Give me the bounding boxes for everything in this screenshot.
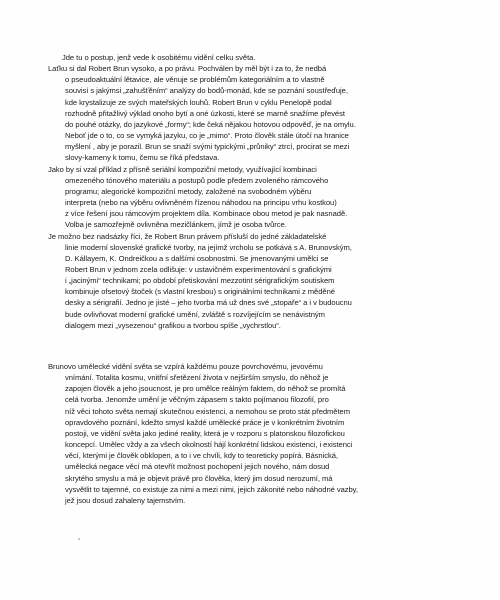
text-line: věcí, kterými je člověk obklopen, a to i ve chvíli, kdy to teoreticky popírá. Básnická,: [65, 451, 338, 461]
paragraph-start-line: Je možno bez nadsázky říci, že Robert Brun právem přísluší do jedné základatelské: [48, 231, 327, 241]
text-line: Neboť jde o to, co se vymyká jazyku, co je „mimo“. Proto člověk stále útočí na hranice: [65, 131, 349, 141]
text-section-1: [48, 52, 436, 331]
text-line: desky a sérigrafií. Jedno je jisté – jeho tvorba má už dnes své „stopaře“ a i v budoucnu: [65, 298, 352, 308]
text-line: D. Kállayem, K. Ondreičkou a s dalšími osobnostmi. Se jmenovanými umělci se: [65, 253, 329, 263]
text-line: bude ovlivňovat moderní grafické umění, zvláště s rozvíjejícím se nenávistným: [65, 309, 325, 319]
text-line: linie moderní slovenské grafické tvorby, na jejímž vrcholu se potkává s A. Brunovským,: [65, 242, 352, 252]
text-line: i „jacinými“ technikami; po období přetiskování mezzotint sérigrafickým soutiskem: [65, 276, 335, 286]
text-line: kombinuje ofsetový štoček (s vlastní kresbou) s originálními technikami z měděné: [65, 287, 335, 297]
text-line: souvisí s jakýmsi „zahušťěním“ analýzy do bodů-monád, kde se poznání soustřeďuje,: [65, 86, 348, 96]
text-line: opravdového poznání, kdežto smysl každé umělecké práce je v konkrétním životním: [65, 417, 345, 427]
text-line: skrytého smyslu a má je objevit právě pro člověka, který jim dosud nerozumí, má: [65, 473, 333, 483]
text-line: vysvětlit to tajemné, co existuje za nimi a mezi nimi, jejich zákonité nebo náhodné vazby,: [65, 484, 358, 494]
text-line: postoji, ve vidění světa jako jediné reality, která je v rozporu s platonskou filozofickou: [65, 428, 345, 438]
text-line: slovy-kameny k tomu, čemu se říká představa.: [65, 153, 220, 163]
text-line: omezeného tónového materiálu a postupů podle předem zvoleného rámcového: [65, 175, 329, 185]
text-line: vnímání. Totalita kosmu, vnitřní sřetězení života v nejširším smyslu, do něhož je: [65, 373, 329, 383]
page-speck-mark: [78, 538, 80, 540]
text-line: Volba je samozřejmě ovlivněna mezičlánkem, jímž je osoba tvůrce.: [65, 220, 287, 230]
text-line: kde krystalizuje ze svých mateřských louhů. Robert Brun v cyklu Penelopě podal: [65, 97, 332, 107]
paragraph-start-line: Laťku si dal Robert Brun vysoko, a po právu. Pochválen by měl být i za to, že nedbá: [48, 64, 327, 74]
text-line: umělecká negace věcí má otevřít možnost pochopení jejich nového, nám dosud: [65, 462, 330, 472]
text-line: myšlení , aby je porazil. Brun se snaží svými typickými „průniky“ ztrcí, procirat se mezi: [65, 142, 350, 152]
text-section-2: [48, 361, 436, 506]
paragraph-start-line: Jako by si vzal příklad z přísně seriální kompoziční metody, využívající kombinaci: [48, 164, 317, 174]
text-line: jež jsou dosud zahaleny tajemstvím.: [65, 495, 186, 505]
paragraph-start-line: Brunovo umělecké vidění světa se vzpírá každému pouze povrchovému, jevovému: [48, 362, 323, 371]
text-line: níž věci tohoto světa nemají skutečnou existenci, a nemohou se proto stát předmětem: [65, 406, 350, 416]
text-line: z více řešení jsou rámcovým projektem díla. Kombinace obou metod je pak nasnadě.: [65, 209, 348, 219]
text-line: rozhodně přitažlivý výklad onoho bytí a oné úzkosti, které se marně snažíme převést: [65, 108, 345, 118]
text-line: celá tvorba. Jenomže umění je věčným zápasem s takto pojímanou filozofií, pro: [65, 395, 329, 405]
text-line: interpreta (nebo na výběru ovlivněném řízenou náhodou na principu vrhu kostkou): [65, 198, 337, 208]
text-line: zapojen člověk a jeho jsoucnost, je pro umělce reálným faktem, do něhož se promítá: [65, 384, 346, 394]
text-line: dialogem mezi „vysezenou“ grafikou a tvorbou spíše „vychrstlou“.: [65, 320, 281, 330]
text-line: Robert Brun v jednom zcela odlišuje: v ustavičném experimentování s grafickými: [65, 264, 332, 274]
text-line: programu; alegorické kompoziční metody, založené na svobodném výběru: [65, 186, 312, 196]
text-line: koncepcí. Umělec vždy a za všech okolností hájí konkrétní lidskou existenci, i existenci: [65, 440, 353, 450]
text-line: do pouhé otázky, do jazykové „formy“; kde čeká nějakou hotovou odpověď, je na omylu.: [65, 119, 356, 129]
text-line: Jde tu o postup, jenž vede k osobitému vidění celku světa.: [62, 53, 256, 62]
text-line: o pseudoaktuální lětavice, ale věnuje se problémům kategoriálním a to vlastně: [65, 75, 325, 85]
